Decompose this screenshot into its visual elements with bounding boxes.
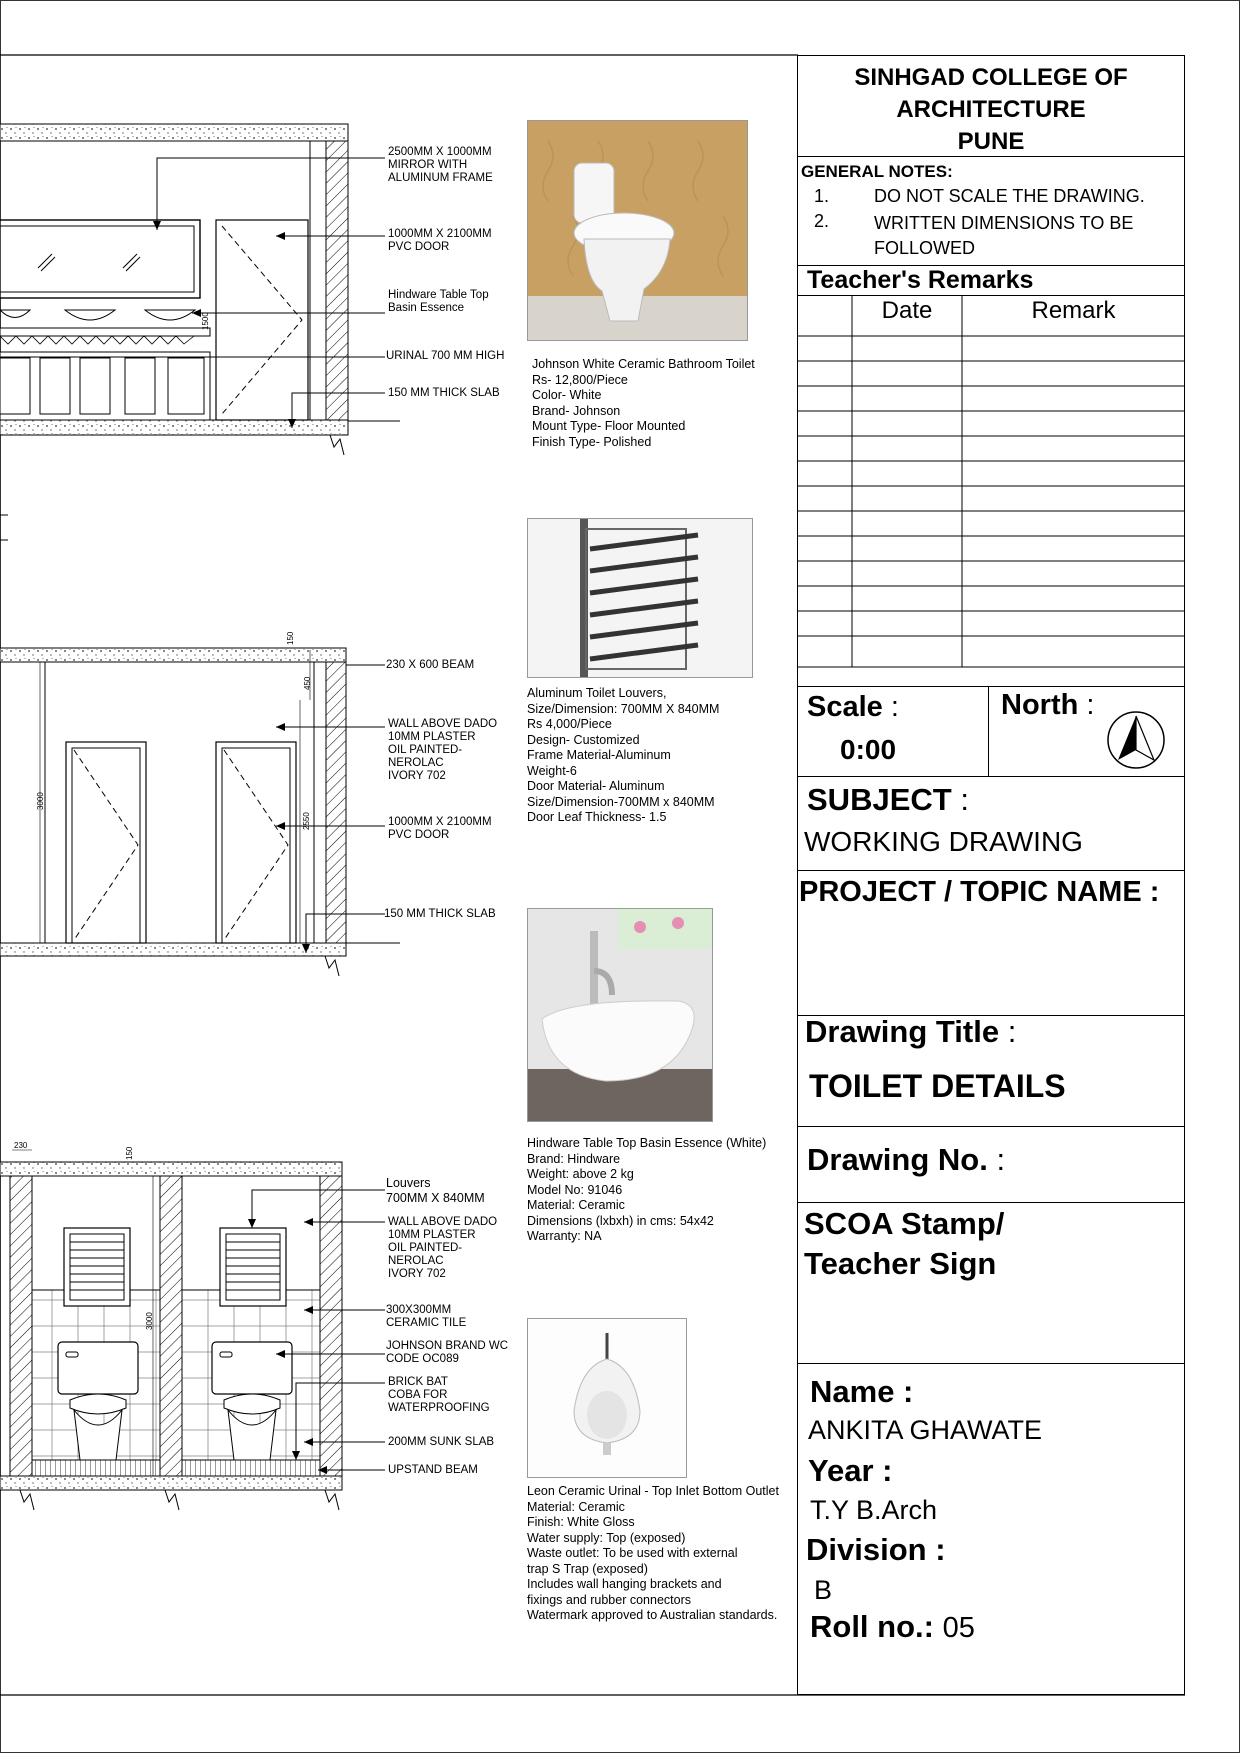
divider	[797, 156, 1185, 157]
label-pvc-door-top: 1000MM X 2100MM PVC DOOR	[388, 228, 492, 253]
scale-value: 0:00	[840, 734, 897, 765]
label-sunk-slab: 200MM SUNK SLAB	[388, 1436, 495, 1448]
dim-230: 230	[14, 1141, 28, 1150]
note-1-num: 1.	[814, 186, 830, 206]
label-mirror: 2500MM X 1000MM MIRROR WITH ALUMINUM FRAME	[388, 146, 493, 184]
label-basin-top: Hindware Table Top Basin Essence	[388, 289, 489, 314]
remarks-col-remark: Remark	[1031, 297, 1116, 324]
label-ceramic-tile: 300X300MM CERAMIC TILE	[386, 1304, 467, 1329]
label-slab-mid: 150 MM THICK SLAB	[384, 908, 496, 920]
north-arrow-icon	[1106, 710, 1166, 770]
college-line-3: PUNE	[957, 128, 1025, 155]
drawing-no-label-text: Drawing No.	[807, 1142, 988, 1177]
divider	[988, 686, 989, 776]
louvers-photo	[527, 518, 753, 678]
remarks-col-date: Date	[881, 297, 933, 324]
label-brick-bat: BRICK BAT COBA FOR WATERPROOFING	[388, 1376, 490, 1414]
elevation-middle	[0, 631, 400, 976]
scale-label: Scale :	[807, 691, 899, 723]
college-name	[797, 62, 1185, 158]
urinal-photo	[527, 1318, 687, 1478]
north-label: North :	[1001, 689, 1095, 721]
roll-row	[810, 1609, 975, 1645]
spec-toilet: Johnson White Ceramic Bathroom Toilet Rs- 12,800/Piece Color- White Brand- Johnson Mount Type- Floor Mounted Finish Type- Polished	[532, 357, 755, 449]
notes-heading: GENERAL NOTES:	[801, 162, 953, 181]
dim-3000-mid: 3000	[36, 792, 45, 810]
project-label: PROJECT / TOPIC NAME :	[799, 876, 1160, 908]
division-value: B	[814, 1575, 833, 1605]
roll-label: Roll no.:	[810, 1609, 934, 1644]
divider	[797, 870, 1185, 871]
note-2-text: WRITTEN DIMENSIONS TO BE FOLLOWED	[874, 213, 1134, 258]
divider	[797, 1363, 1185, 1364]
subject-value: WORKING DRAWING	[804, 826, 1083, 857]
label-wall-dado-bot: WALL ABOVE DADO 10MM PLASTER OIL PAINTED- NEROLAC IVORY 702	[388, 1216, 498, 1280]
drawing-title-label: Drawing Title :	[805, 1014, 1017, 1049]
label-wc-code: JOHNSON BRAND WC CODE OC089	[386, 1340, 509, 1365]
divider	[797, 1202, 1185, 1203]
drawing-title-value: TOILET DETAILS	[809, 1068, 1066, 1104]
stamp-line-2: Teacher Sign	[804, 1246, 997, 1281]
label-louvers: Louvers 700MM X 840MM	[386, 1176, 485, 1205]
elevation-top	[0, 124, 400, 455]
spec-urinal: Leon Ceramic Urinal - Top Inlet Bottom Outlet Material: Ceramic Finish: White Gloss Water supply: Top (exposed) Waste outlet: To be used with external trap S Trap (exposed) Includes wall hanging brackets and fixings and rubber connectors Watermark approved to Australian standards.	[527, 1484, 779, 1622]
roll-value: 05	[942, 1612, 975, 1644]
note-1-text: DO NOT SCALE THE DRAWING.	[874, 186, 1145, 206]
scale-label-text: Scale	[807, 691, 883, 723]
label-wall-dado-mid: WALL ABOVE DADO 10MM PLASTER OIL PAINTED- NEROLAC IVORY 702	[388, 718, 498, 782]
stamp-label	[804, 1204, 1004, 1284]
divider	[797, 1126, 1185, 1127]
north-label-text: North	[1001, 689, 1079, 721]
college-line-1: SINHGAD COLLEGE OF	[854, 64, 1128, 91]
label-beam: 230 X 600 BEAM	[386, 659, 475, 671]
division-label: Division :	[806, 1532, 946, 1567]
stamp-line-1: SCOA Stamp/	[804, 1206, 1005, 1241]
year-value: T.Y B.Arch	[810, 1495, 938, 1525]
label-upstand-beam: UPSTAND BEAM	[388, 1464, 478, 1476]
spec-basin: Hindware Table Top Basin Essence (White) Brand: Hindware Weight: above 2 kg Model No: 91046 Material: Ceramic Dimensions (lxbxh) in cms: 54x42 Warranty: NA	[527, 1136, 767, 1243]
label-slab-top: 150 MM THICK SLAB	[388, 387, 500, 399]
college-line-2: ARCHITECTURE	[896, 96, 1086, 123]
dim-450: 450	[303, 676, 312, 690]
dim-1500: 1500	[201, 312, 210, 330]
subject-label: SUBJECT :	[807, 782, 969, 817]
toilet-photo	[527, 120, 748, 341]
name-label: Name :	[810, 1374, 914, 1409]
name-value: ANKITA GHAWATE	[808, 1415, 1043, 1445]
remarks-grid	[797, 295, 1185, 685]
dim-2550: 2550	[302, 812, 311, 830]
year-label: Year :	[808, 1453, 893, 1488]
remarks-heading: Teacher's Remarks	[807, 266, 1034, 294]
dim-150-mid: 150	[286, 631, 295, 645]
label-pvc-door-mid: 1000MM X 2100MM PVC DOOR	[388, 816, 492, 841]
drawing-no-label: Drawing No. :	[807, 1142, 1006, 1177]
note-2-num: 2.	[814, 211, 830, 231]
label-urinal-height: URINAL 700 MM HIGH	[386, 350, 505, 362]
basin-photo	[527, 908, 713, 1122]
divider	[797, 776, 1185, 777]
spec-louvers: Aluminum Toilet Louvers, Size/Dimension: 700MM X 840MM Rs 4,000/Piece Design- Customized Frame Material-Aluminum Weight-6 Door Material- Aluminum Size/Dimension-700MM x 840MM Door Leaf Thickness- 1.5	[527, 686, 720, 824]
drawing-title-label-text: Drawing Title	[805, 1014, 1000, 1049]
divider	[797, 686, 1185, 687]
dim-150-bot: 150	[125, 1146, 134, 1160]
section-bottom	[0, 1141, 385, 1510]
subject-label-text: SUBJECT	[807, 782, 952, 817]
dim-3000-bot: 3000	[145, 1312, 154, 1330]
